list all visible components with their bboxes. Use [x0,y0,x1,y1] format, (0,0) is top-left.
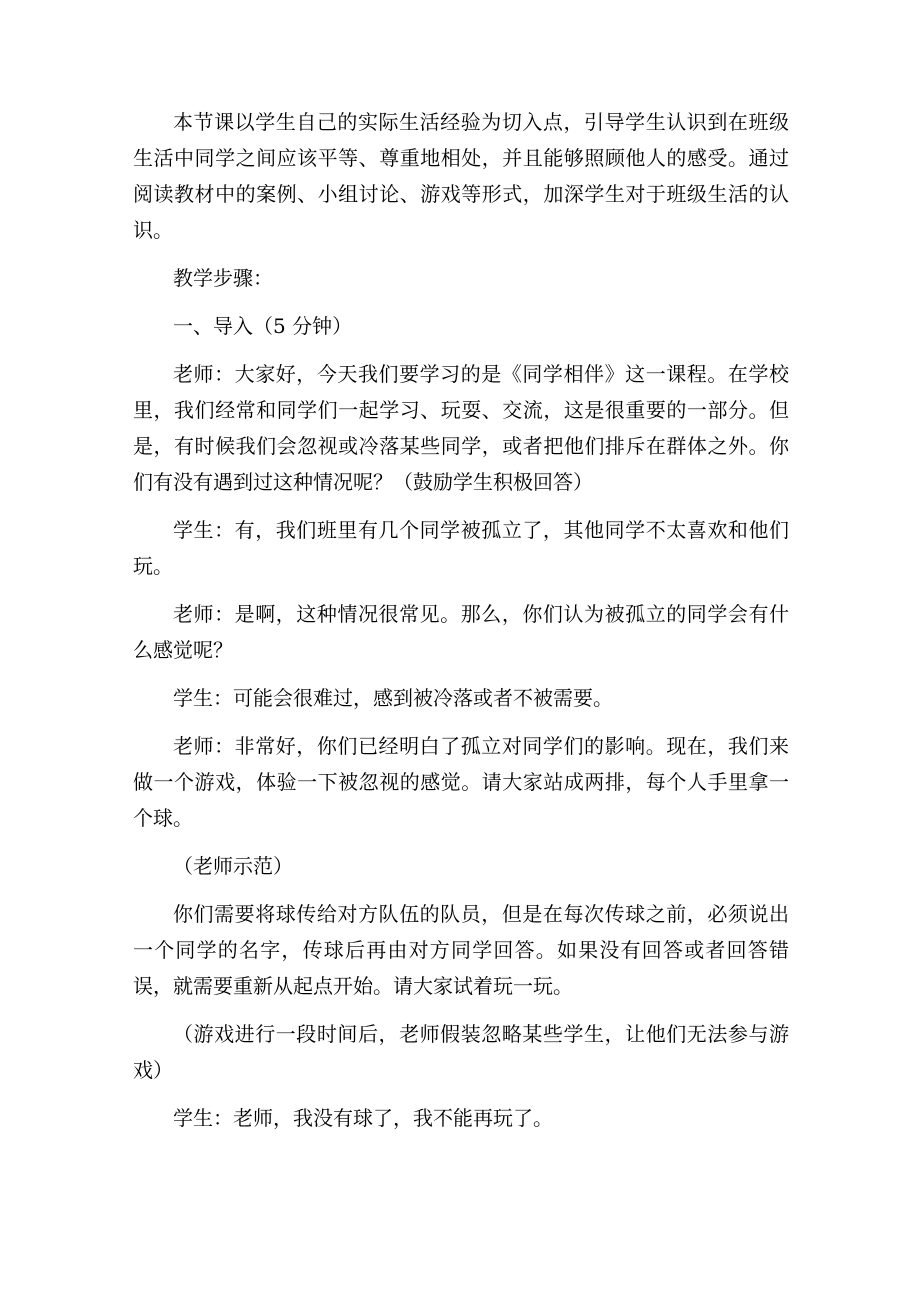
game-instructions: 你们需要将球传给对方队伍的队员，但是在每次传球之前，必须说出一个同学的名字，传球后再由对方同学回答。如果没有回答或者回答错误，就需要重新从起点开始。请大家试着玩一玩。 [133,902,789,998]
section-heading-intro: 一、导入（5 分钟） [173,314,353,338]
dialogue-teacher: 老师：非常好，你们已经明白了孤立对同学们的影响。现在，我们来做一个游戏，体验一下被忽视的感觉。请大家站成两排，每个人手里拿一个球。 [133,734,789,830]
stage-direction: （游戏进行一段时间后，老师假装忽略某些学生，让他们无法参与游戏） [133,1022,789,1082]
stage-direction: （老师示范） [173,854,293,878]
dialogue-student: 学生：老师，我没有球了，我不能再玩了。 [173,1106,553,1130]
dialogue-teacher: 老师：大家好，今天我们要学习的是《同学相伴》这一课程。在学校里，我们经常和同学们一起学习、玩耍、交流，这是很重要的一部分。但是，有时候我们会忽视或冷落某些同学，或者把他们排斥在群体之外。你们有没有遇到过这种情况呢？（鼓励学生积极回答） [133,362,789,494]
dialogue-teacher: 老师：是啊，这种情况很常见。那么，你们认为被孤立的同学会有什么感觉呢？ [133,602,789,662]
intro-paragraph: 本节课以学生自己的实际生活经验为切入点，引导学生认识到在班级生活中同学之间应该平等、尊重地相处，并且能够照顾他人的感受。通过阅读教材中的案例、小组讨论、游戏等形式，加深学生对于班级生活的认识。 [133,110,789,242]
teaching-steps-heading: 教学步骤： [173,266,273,290]
dialogue-student: 学生：可能会很难过，感到被冷落或者不被需要。 [173,686,613,710]
document-body [133,104,789,1148]
dialogue-student: 学生：有，我们班里有几个同学被孤立了，其他同学不太喜欢和他们玩。 [133,518,789,578]
